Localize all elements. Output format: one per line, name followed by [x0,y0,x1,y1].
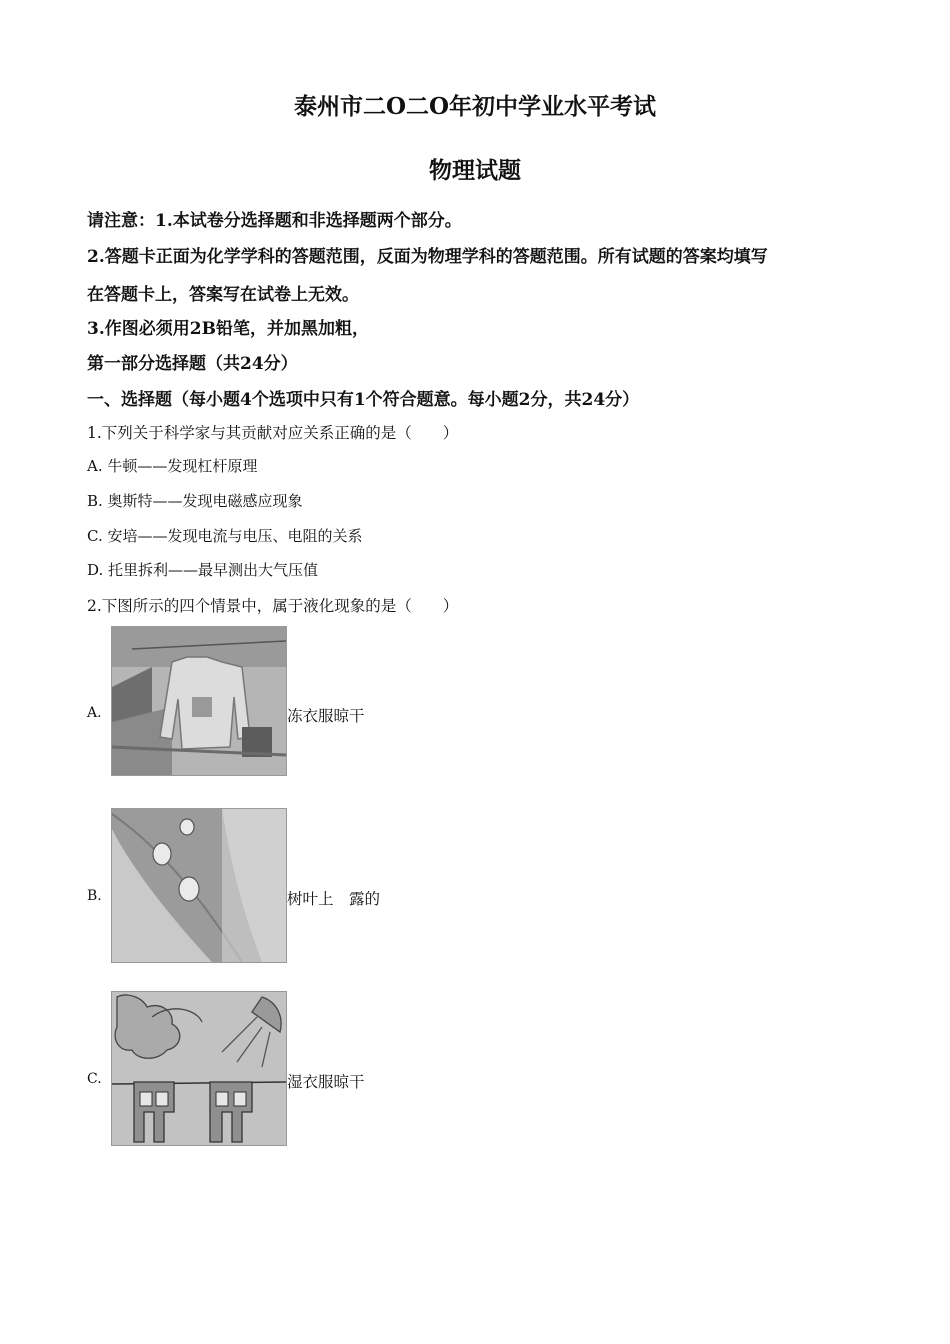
q1-option-a: A. 牛顿——发现杠杆原理 [87,457,258,475]
note-line-2b: 在答题卡上，答案写在试卷上无效。 [87,285,359,305]
q1-option-d: D. 托里拆利——最早测出大气压值 [87,561,319,579]
q2-option-a-caption: 冻衣服晾干 [287,707,365,725]
q2-option-c-label: C. [87,1071,102,1087]
q2-option-c-caption: 湿衣服晾干 [287,1073,365,1091]
q1-stem: 1.下列关于科学家与其贡献对应关系正确的是（ ） [87,424,459,442]
q2-option-a-label: A. [87,705,102,721]
exam-title: 泰州市二O二O年初中学业水平考试 [293,93,657,120]
subject-title: 物理试题 [429,157,521,184]
note-line-3: 3.作图必须用2B铅笔，并加黑加粗， [87,319,369,339]
q2-option-b-caption: 树叶上 露的 [287,890,381,908]
frozen-clothes-image [111,626,287,776]
note-line-2a: 2.答题卡正面为化学学科的答题范围，反面为物理学科的答题范围。所有试题的答案均填写 [87,247,768,267]
note-line-1: 请注意：1.本试卷分选择题和非选择题两个部分。 [87,211,462,231]
q1-option-c: C. 安培——发现电流与电压、电阻的关系 [87,527,363,545]
q1-option-b: B. 奥斯特——发现电磁感应现象 [87,492,303,510]
section-heading: 一、选择题（每小题4个选项中只有1个符合题意。每小题2分，共24分） [87,390,640,410]
dew-leaf-image [111,808,287,963]
wet-clothes-image [111,991,287,1146]
part-heading: 第一部分选择题（共24分） [87,354,298,374]
q2-stem: 2.下图所示的四个情景中，属于液化现象的是（ ） [87,597,459,615]
q2-option-b-label: B. [87,888,102,904]
